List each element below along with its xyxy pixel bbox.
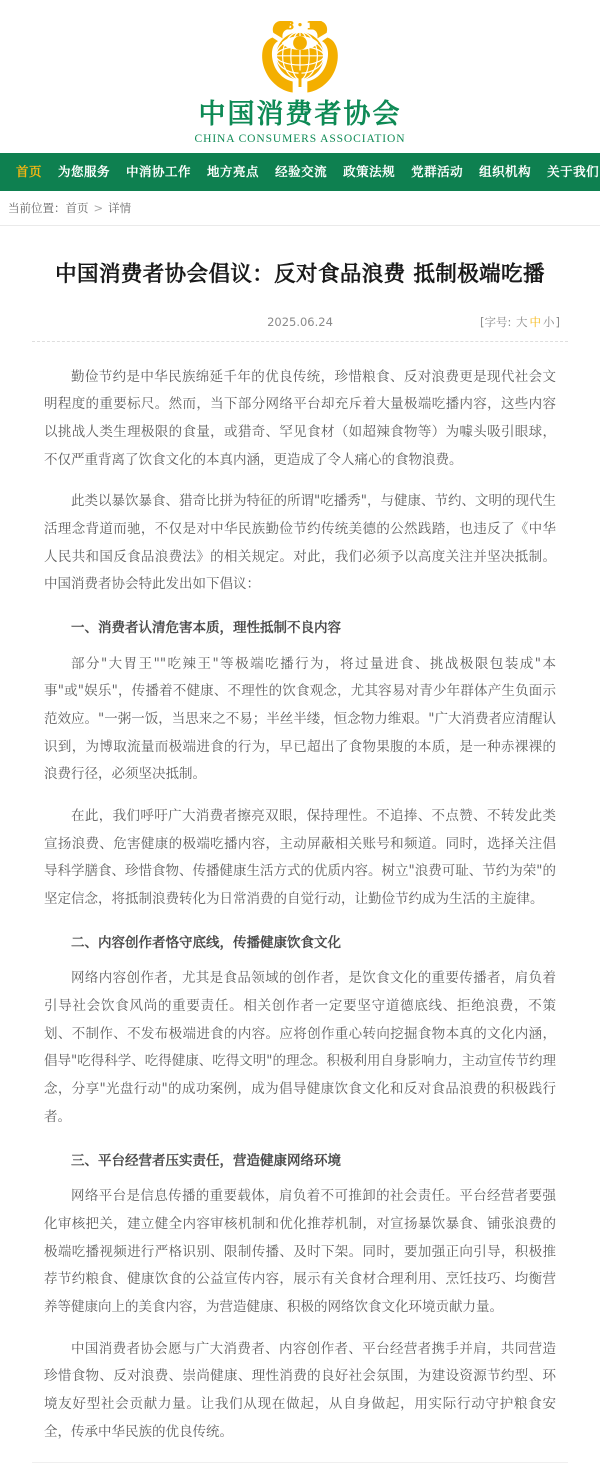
article-paragraph: 部分"大胃王""吃辣王"等极端吃播行为，将过量进食、挑战极限包装成"本事"或"娱乐"，传播着不健康、不理性的饮食观念，尤其容易对青少年群体产生负面示范效应。"一粥一饭，当思来之不易；半丝半缕，恒念物力维艰。"广大消费者应清醒认识到，为博取流量而极端进食的行为，早已超出了食物果腹的本质，是一种赤裸裸的浪费行径，必须坚决抵制。 [44, 655, 556, 783]
nav-item-about-us[interactable]: 关于我们 [547, 163, 600, 179]
nav-item-cca-work[interactable]: 中消协工作 [126, 163, 192, 179]
breadcrumb [0, 191, 600, 226]
page-title: 中国消费者协会倡议：反对食品浪费 抵制极端吃播 [55, 261, 545, 287]
font-size-small-button[interactable]: 小 [543, 314, 555, 329]
main-navigation [0, 153, 600, 191]
article-meta-row [32, 315, 568, 329]
font-size-label: [字号: [479, 314, 512, 329]
article-paragraph: 网络内容创作者，尤其是食品领域的创作者，是饮食文化的重要传播者，肩负着引导社会饮食风尚的重要责任。相关创作者一定要坚守道德底线、拒绝浪费，不策划、不制作、不发布极端进食的内容。应将创作重心转向挖掘食物本真的文化内涵，倡导"吃得科学、吃得健康、吃得文明"的理念。积极利用自身影响力，主动宣传节约理念，分享"光盘行动"的成功案例，成为倡导健康饮食文化和反对食品浪费的积极践行者。 [44, 970, 556, 1125]
article-section-heading-1: 一、消费者认清危害本质，理性抵制不良内容 [71, 620, 341, 637]
svg-text:3: 3 [286, 18, 295, 33]
cca-315-emblem-icon [254, 10, 346, 98]
nav-item-local-highlights[interactable]: 地方亮点 [207, 163, 260, 179]
article-paragraph: 此类以暴饮暴食、猎奇比拼为特征的所谓"吃播秀"，与健康、节约、文明的现代生活理念背道而驰，不仅是对中华民族勤俭节约传统美德的公然践踏，也违反了《中华人民共和国反食品浪费法》的相关规定。对此，我们必须予以高度关注并坚决抵制。中国消费者协会特此发出如下倡议： [44, 493, 556, 593]
nav-item-organization[interactable]: 组织机构 [479, 163, 532, 179]
site-name-cn: 中国消费者协会 [198, 99, 402, 130]
article-paragraph: 中国消费者协会愿与广大消费者、内容创作者、平台经营者携手并肩，共同营造珍惜食物、反对浪费、崇尚健康、理性消费的良好社会氛围，为建设资源节约型、环境友好型社会贡献力量。让我们从现在做起，从自身做起，用实际行动守护粮食安全，传承中华民族的优良传统。 [44, 1340, 556, 1440]
article-section-heading-2: 二、内容创作者恪守底线，传播健康饮食文化 [71, 934, 341, 951]
nav-item-services[interactable]: 为您服务 [58, 163, 111, 179]
article-paragraph: 勤俭节约是中华民族绵延千年的优良传统，珍惜粮食、反对浪费更是现代社会文明程度的重要标尺。然而，当下部分网络平台却充斥着大量极端吃播内容，这些内容以挑战人类生理极限的食量，或猎奇、罕见食材（如超辣食物等）为噱头吸引眼球，不仅严重背离了饮食文化的本真内涵，更造成了令人痛心的食物浪费。 [44, 368, 556, 468]
article-paragraph: 在此，我们呼吁广大消费者擦亮双眼，保持理性。不追捧、不点赞、不转发此类宣扬浪费、危害健康的极端吃播内容，主动屏蔽相关账号和频道。同时，选择关注倡导科学膳食、珍惜食物、传播健康生活方式的优质内容。树立"浪费可耻、节约为荣"的坚定信念，将抵制浪费转化为日常消费的自觉行动，让勤俭节约成为生活的主旋律。 [44, 808, 556, 908]
nav-item-policy-regulations[interactable]: 政策法规 [343, 163, 396, 179]
article-section-heading-3: 三、平台经营者压实责任，营造健康网络环境 [71, 1152, 341, 1169]
nav-item-experience-exchange[interactable]: 经验交流 [275, 163, 328, 179]
site-name-en: CHINA CONSUMERS ASSOCIATION [194, 132, 406, 145]
article-container [0, 226, 600, 1463]
breadcrumb-current: 详情 [108, 200, 132, 215]
font-size-medium-button[interactable]: 中 [529, 314, 541, 329]
publish-date: 2025.06.24 [267, 314, 333, 329]
font-size-close-bracket: ] [555, 314, 560, 329]
breadcrumb-separator-icon: > [93, 200, 104, 215]
nav-item-party-activities[interactable]: 党群活动 [411, 163, 464, 179]
font-size-control [480, 314, 560, 330]
breadcrumb-link-home[interactable]: 首页 [65, 200, 89, 215]
font-size-large-button[interactable]: 大 [516, 314, 528, 329]
nav-item-home[interactable]: 首页 [16, 163, 43, 179]
article-body [32, 364, 568, 1447]
article-paragraph: 网络平台是信息传播的重要载体，肩负着不可推卸的社会责任。平台经营者要强化审核把关，建立健全内容审核机制和优化推荐机制，对宣扬暴饮暴食、铺张浪费的极端吃播视频进行严格识别、限制传播、及时下架。同时，要加强正向引导，积极推荐节约粮食、健康饮食的公益宣传内容，展示有关食材合理利用、烹饪技巧、均衡营养等健康向上的美食内容，为营造健康、积极的网络饮食文化环境贡献力量。 [44, 1188, 556, 1315]
svg-text:15: 15 [306, 18, 323, 33]
breadcrumb-prefix: 当前位置： [8, 200, 66, 215]
site-masthead [0, 0, 600, 153]
meta-divider [32, 341, 568, 342]
